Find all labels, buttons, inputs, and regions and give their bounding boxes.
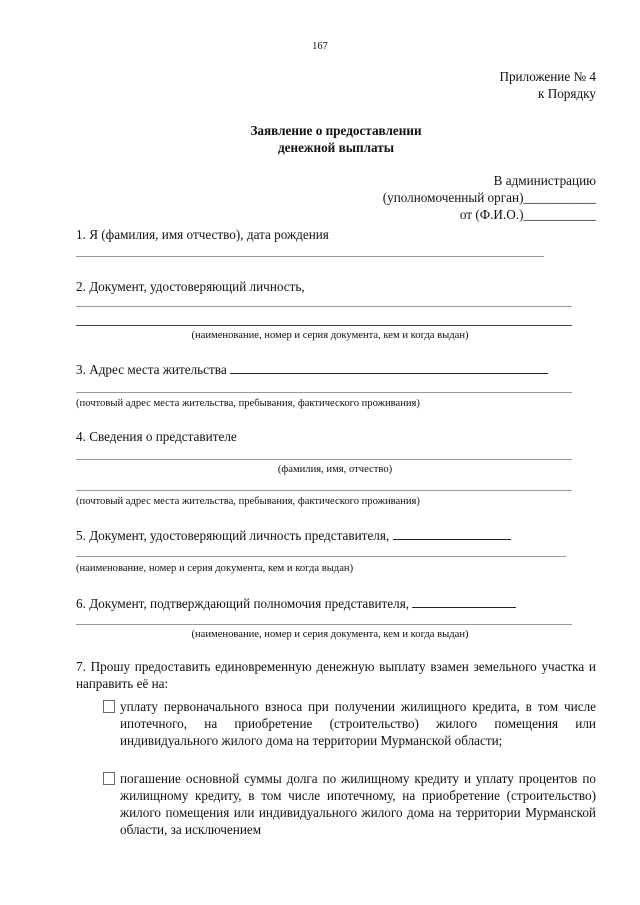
section-3-field[interactable] xyxy=(230,360,548,374)
appendix-line-2: к Порядку xyxy=(537,86,596,101)
section-2-line-1[interactable] xyxy=(76,306,572,307)
section-2-caption: (наименование, номер и серия документа, кем и когда выдан) xyxy=(191,330,469,341)
option-1-checkbox[interactable] xyxy=(103,700,115,713)
section-6-label xyxy=(76,594,516,612)
section-6-line[interactable] xyxy=(76,624,572,625)
section-3-line[interactable] xyxy=(76,392,572,393)
document-title xyxy=(0,122,640,156)
section-3-caption: (почтовый адрес места жительства, пребывания, фактического проживания) xyxy=(76,398,420,409)
section-2-line-2[interactable] xyxy=(76,325,572,326)
section-5-caption: (наименование, номер и серия документа, кем и когда выдан) xyxy=(76,563,354,574)
option-2-text: погашение основной суммы долга по жилищному кредиту и уплату процентов по жилищному кредиту, в том числе ипотечному, на приобретение (строительство) жилого помещения или индивидуального жилого дома на территории Мурманской области, за исключением xyxy=(120,771,596,837)
section-4-caption-1: (фамилия, имя, отчество) xyxy=(277,464,393,475)
option-2-checkbox[interactable] xyxy=(103,772,115,785)
section-5-line[interactable] xyxy=(76,556,566,557)
section-4-line-2[interactable] xyxy=(76,490,572,491)
section-7-text: 7. Прошу предоставить единовременную денежную выплату взамен земельного участка и направить её на: xyxy=(76,659,596,691)
title-line-2: денежной выплаты xyxy=(277,140,395,155)
section-3-label xyxy=(76,360,548,378)
section-1-line[interactable] xyxy=(76,256,544,257)
section-1-label: 1. Я (фамилия, имя отчество), дата рождения xyxy=(76,227,329,242)
section-6-caption: (наименование, номер и серия документа, кем и когда выдан) xyxy=(191,629,469,640)
addressee-line-2: (уполномоченный орган)___________ xyxy=(382,190,596,205)
page-number: 167 xyxy=(312,41,328,52)
section-2-label: 2. Документ, удостоверяющий личность, xyxy=(76,279,305,294)
section-4-line-1[interactable] xyxy=(76,459,572,460)
section-4-label: 4. Сведения о представителе xyxy=(76,429,237,444)
addressee-line-3: от (Ф.И.О.)___________ xyxy=(459,207,596,222)
addressee-line-1: В администрацию xyxy=(493,173,596,188)
option-1-text: уплату первоначального взноса при получении жилищного кредита, в том числе ипотечного, на приобретение (строительство) жилого помещения или индивидуального жилого дома на территории Мурманской области; xyxy=(120,699,596,748)
title-line-1: Заявление о предоставлении xyxy=(250,123,422,138)
section-3-text: 3. Адрес места жительства xyxy=(76,362,227,377)
section-6-field[interactable] xyxy=(412,594,516,608)
section-5-label xyxy=(76,526,511,544)
section-5-field[interactable] xyxy=(393,526,511,540)
section-4-caption-2: (почтовый адрес места жительства, пребывания, фактического проживания) xyxy=(76,496,420,507)
section-6-text: 6. Документ, подтверждающий полномочия представителя, xyxy=(76,596,410,611)
appendix-line-1: Приложение № 4 xyxy=(499,69,596,84)
section-5-text: 5. Документ, удостоверяющий личность представителя, xyxy=(76,528,390,543)
